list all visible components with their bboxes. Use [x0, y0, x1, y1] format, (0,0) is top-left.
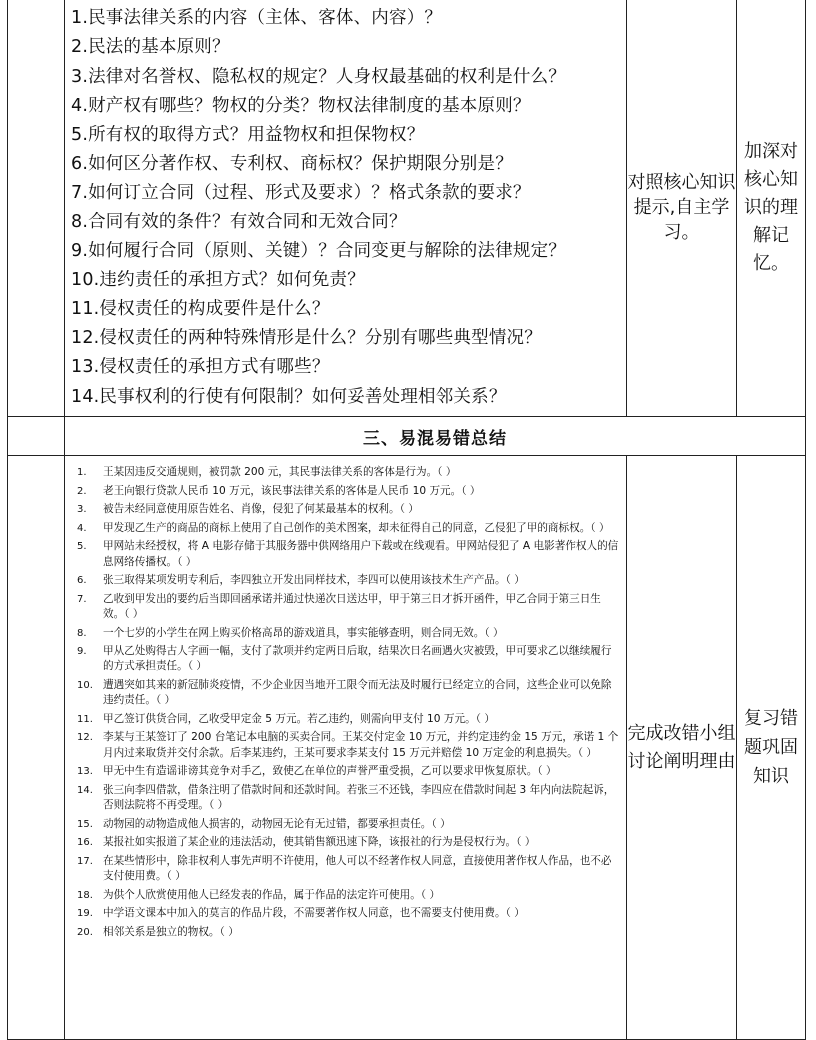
exercise-item — [77, 626, 620, 641]
exercise-number: 2. — [77, 485, 87, 497]
question-item: 4.财产权有哪些？物权的分类？物权法律制度的基本原则？ — [71, 95, 531, 116]
section-heading-row — [8, 417, 806, 456]
exercise-item — [77, 764, 620, 779]
exercises-cell — [65, 456, 627, 1040]
question-item: 5.所有权的取得方式？用益物权和担保物权？ — [71, 124, 425, 145]
exercise-number: 16. — [77, 837, 93, 849]
exercise-item — [77, 906, 620, 921]
exercise-item — [77, 484, 620, 499]
exercise-number: 14. — [77, 784, 93, 796]
question-list — [65, 0, 626, 416]
exercise-number: 1. — [77, 467, 87, 478]
questions-cell — [65, 0, 627, 417]
exercise-text: 被告未经同意使用原告姓名、肖像，侵犯了何某最基本的权利。（ ） — [103, 503, 419, 516]
exercise-text: 乙收到甲发出的要约后当即回函承诺并通过快递次日送达甲，甲于第三日才拆开函件，甲乙合同于第三日生效。（ ） — [103, 592, 601, 620]
exercise-number: 17. — [77, 855, 93, 867]
lesson-table — [7, 0, 806, 1040]
question-item: 13.侵权责任的承担方式有哪些？ — [71, 357, 330, 378]
exercise-item — [77, 678, 620, 708]
exercise-number: 12. — [77, 732, 93, 744]
exercise-item — [77, 712, 620, 727]
exercise-text: 相邻关系是独立的物权。（ ） — [103, 925, 239, 938]
exercise-text: 中学语文课本中加入的莫言的作品片段，不需要著作权人同意，也不需要支付使用费。（ ） — [103, 907, 525, 920]
blank-cell — [8, 0, 65, 417]
purpose-cell: 加深对核心知识的理解记忆。 — [737, 0, 806, 417]
exercise-text: 甲乙签订供货合同，乙收受甲定金 5 万元。若乙违约，则需向甲支付 10 万元。（ ） — [103, 712, 495, 725]
exercise-number: 5. — [77, 541, 87, 553]
exercise-text: 在某些情形中，除非权利人事先声明不许使用，他人可以不经著作权人同意，直接使用著作权人作品，也不必支付使用费。（ ） — [103, 854, 612, 882]
question-item: 10.违约责任的承担方式？如何免责？ — [71, 270, 365, 291]
exercise-item — [77, 730, 620, 760]
purpose-cell: 复习错题巩固知识 — [737, 456, 806, 1040]
exercise-text: 遭遇突如其来的新冠肺炎疫情，不少企业因当地开工限令而无法及时履行已经定立的合同，这些企业可以免除违约责任。（ ） — [103, 678, 612, 707]
question-item: 12.侵权责任的两种特殊情形是什么？分别有哪些典型情况？ — [71, 328, 542, 349]
core-questions-row — [8, 0, 806, 417]
exercise-number: 10. — [77, 679, 93, 691]
exercise-text: 老王向银行贷款人民币 10 万元，该民事法律关系的客体是人民币 10 万元。（ ） — [103, 484, 481, 497]
exercise-number: 13. — [77, 766, 93, 778]
exercise-text: 王某因违反交通规则，被罚款 200 元，其民事法律关系的客体是行为。（ ） — [103, 466, 457, 478]
exercise-text: 甲从乙处购得古人字画一幅，支付了款项并约定两日后取，结果次日名画遇火灾被毁，甲可要求乙以继续履行的方式承担责任。（ ） — [103, 645, 612, 673]
question-item: 1.民事法律关系的内容（主体、客体、内容）？ — [71, 8, 443, 29]
exercise-item — [77, 783, 620, 813]
activity-cell: 完成改错小组讨论阐明理由 — [627, 456, 737, 1040]
activity-cell: 对照核心知识提示,自主学习。 — [627, 0, 737, 417]
exercise-number: 8. — [77, 627, 87, 639]
exercise-number: 7. — [77, 593, 87, 605]
exercise-text: 为供个人欣赏使用他人已经发表的作品，属于作品的法定许可使用。（ ） — [103, 888, 441, 901]
question-item: 2.民法的基本原则？ — [71, 37, 230, 58]
exercise-number: 9. — [77, 646, 87, 658]
exercise-list — [65, 456, 626, 949]
exercise-item — [77, 835, 620, 850]
exercise-number: 6. — [77, 575, 87, 587]
exercise-item — [77, 521, 620, 536]
exercise-number: 20. — [77, 926, 93, 938]
exercise-number: 4. — [77, 522, 87, 534]
exercise-number: 15. — [77, 818, 93, 830]
exercise-text: 张三取得某项发明专利后，李四独立开发出同样技术，李四可以使用该技术生产产品。（ ） — [103, 574, 525, 587]
exercise-number: 11. — [77, 713, 93, 725]
exercise-item — [77, 888, 620, 903]
exercise-text: 某报社如实报道了某企业的违法活动，使其销售额迅速下降，该报社的行为是侵权行为。（ ） — [103, 836, 536, 849]
exercise-item — [77, 573, 620, 588]
blank-cell — [8, 417, 65, 456]
exercise-row — [8, 456, 806, 1040]
exercise-text: 一个七岁的小学生在网上购买价格高昂的游戏道具，事实能够查明，则合同无效。（ ） — [103, 626, 504, 639]
exercise-item — [77, 817, 620, 832]
exercise-number: 3. — [77, 504, 87, 516]
exercise-item — [77, 854, 620, 884]
exercise-text: 张三向李四借款，借条注明了借款时间和还款时间。若张三不还钱，李四应在借款时间起 3 年内向法院起诉，否则法院将不再受理。（ ） — [103, 783, 615, 811]
question-item: 9.如何履行合同（原则、关键）？合同变更与解除的法律规定？ — [71, 241, 566, 262]
exercise-item — [77, 925, 620, 940]
exercise-item — [77, 592, 620, 622]
exercise-number: 19. — [77, 908, 93, 920]
exercise-text: 甲无中生有造谣诽谤其竞争对手乙，致使乙在单位的声誉严重受损，乙可以要求甲恢复原状。（ ） — [103, 765, 557, 778]
exercise-item — [77, 644, 620, 674]
exercise-number: 18. — [77, 889, 93, 901]
exercise-item — [77, 502, 620, 517]
exercise-item — [77, 539, 620, 569]
exercise-text: 甲网站未经授权，将 A 电影存储于其服务器中供网络用户下载或在线观看。甲网站侵犯了 A 电影著作权人的信息网络传播权。（ ） — [103, 540, 619, 568]
exercise-text: 动物园的动物造成他人损害的，动物园无论有无过错，都要承担责任。（ ） — [103, 817, 451, 830]
question-item: 14.民事权利的行使有何限制？如何妥善处理相邻关系？ — [71, 386, 507, 407]
question-item: 11.侵权责任的构成要件是什么？ — [71, 299, 330, 320]
blank-cell — [8, 456, 65, 1040]
question-item: 7.如何订立合同（过程、形式及要求）？格式条款的要求？ — [71, 182, 531, 203]
section-title: 三、易混易错总结 — [65, 417, 806, 456]
exercise-text: 李某与王某签订了 200 台笔记本电脑的买卖合同。王某交付定金 10 万元，并约定违约金 15 万元，承诺 1 个月内过来取货并交付余款。后李某违约，王某可要求李某支付 15 万元并赔偿 10 万定金的利息损失。（ ） — [103, 731, 619, 759]
question-item: 8.合同有效的条件？有效合同和无效合同？ — [71, 212, 407, 232]
question-item: 6.如何区分著作权、专利权、商标权？保护期限分别是？ — [71, 153, 513, 174]
question-item: 3.法律对名誉权、隐私权的规定？人身权最基础的权利是什么？ — [71, 66, 566, 87]
exercise-item — [77, 465, 620, 480]
exercise-text: 甲发现乙生产的商品的商标上使用了自己创作的美术图案，却未征得自己的同意，乙侵犯了甲的商标权。（ ） — [103, 521, 610, 534]
